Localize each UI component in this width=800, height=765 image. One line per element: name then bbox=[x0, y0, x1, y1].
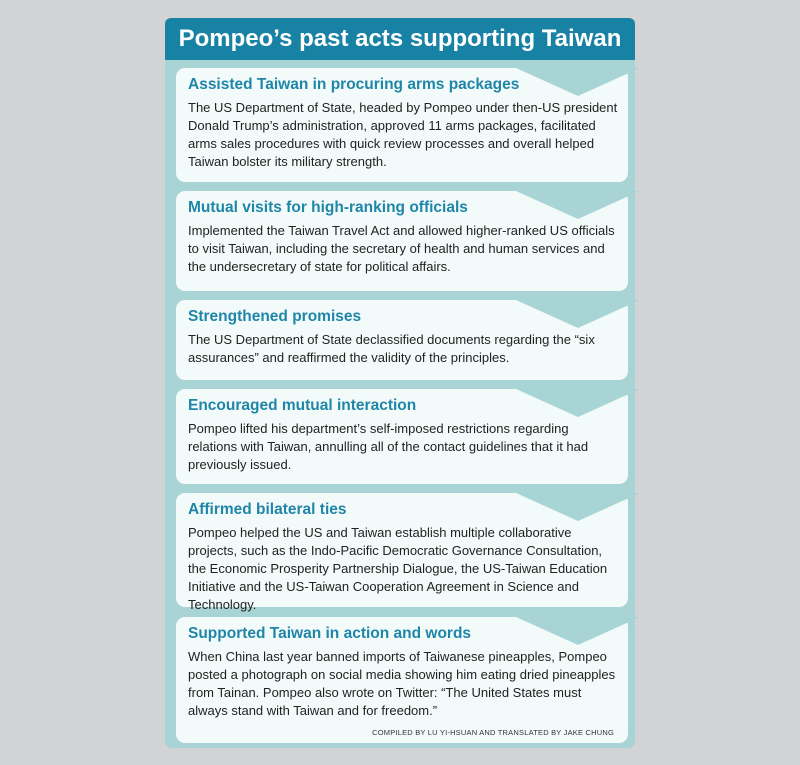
chevron-down-icon bbox=[516, 493, 640, 521]
section-card-visits bbox=[176, 191, 628, 291]
section-body: When China last year banned imports of Taiwanese pineapples, Pompeo posted a photograph on social media showing him eating dried pineapples from Tainan. Pompeo also wrote on Twitter: “The United States must always stand with Taiwan and for freedom.” bbox=[188, 649, 616, 718]
chevron-down-icon bbox=[516, 617, 640, 645]
section-heading: Supported Taiwan in action and words bbox=[188, 625, 472, 642]
section-card-promises bbox=[176, 300, 628, 380]
section-body: Pompeo helped the US and Taiwan establish multiple collaborative projects, such as the Indo-Pacific Democratic Governance Consultation, the Economic Prosperity Partnership Dialogue, the US-Taiwan Education Initiative and the US-Taiwan Cooperation Agreement in Science and Technology. bbox=[188, 525, 608, 612]
section-card-support bbox=[176, 617, 628, 743]
chevron-down-icon bbox=[516, 68, 640, 96]
credit-line: COMPILED BY LU YI-HSUAN AND TRANSLATED BY JAKE CHUNG bbox=[372, 728, 614, 737]
section-card-arms bbox=[176, 68, 628, 182]
section-heading: Mutual visits for high-ranking officials bbox=[188, 199, 468, 216]
section-card-ties bbox=[176, 493, 628, 612]
chevron-down-icon bbox=[516, 389, 640, 417]
section-card-interaction bbox=[176, 389, 628, 484]
infographic-title: Pompeo’s past acts supporting Taiwan bbox=[178, 25, 622, 52]
section-body: Implemented the Taiwan Travel Act and allowed higher-ranked US officials to visit Taiwan, including the secretary of health and human services and the undersecretary of state for political affairs. bbox=[188, 223, 615, 274]
section-heading: Encouraged mutual interaction bbox=[188, 397, 417, 414]
title-bar bbox=[165, 18, 635, 60]
section-body: The US Department of State, headed by Pompeo under then-US president Donald Trump’s administration, approved 11 arms packages, facilitated arms sales procedures with quick review processes and overall helped Taiwan bolster its military strength. bbox=[188, 100, 618, 169]
section-heading: Affirmed bilateral ties bbox=[188, 501, 347, 518]
section-body: Pompeo lifted his department’s self-imposed restrictions regarding relations with Taiwan, annulling all of the contact guidelines that it had previously issued. bbox=[188, 421, 589, 472]
section-heading: Assisted Taiwan in procuring arms packages bbox=[188, 76, 520, 93]
section-heading: Strengthened promises bbox=[188, 308, 362, 325]
chevron-down-icon bbox=[516, 300, 640, 328]
chevron-down-icon bbox=[516, 191, 640, 219]
section-body: The US Department of State declassified documents regarding the “six assurances” and reaffirmed the validity of the principles. bbox=[188, 332, 595, 365]
